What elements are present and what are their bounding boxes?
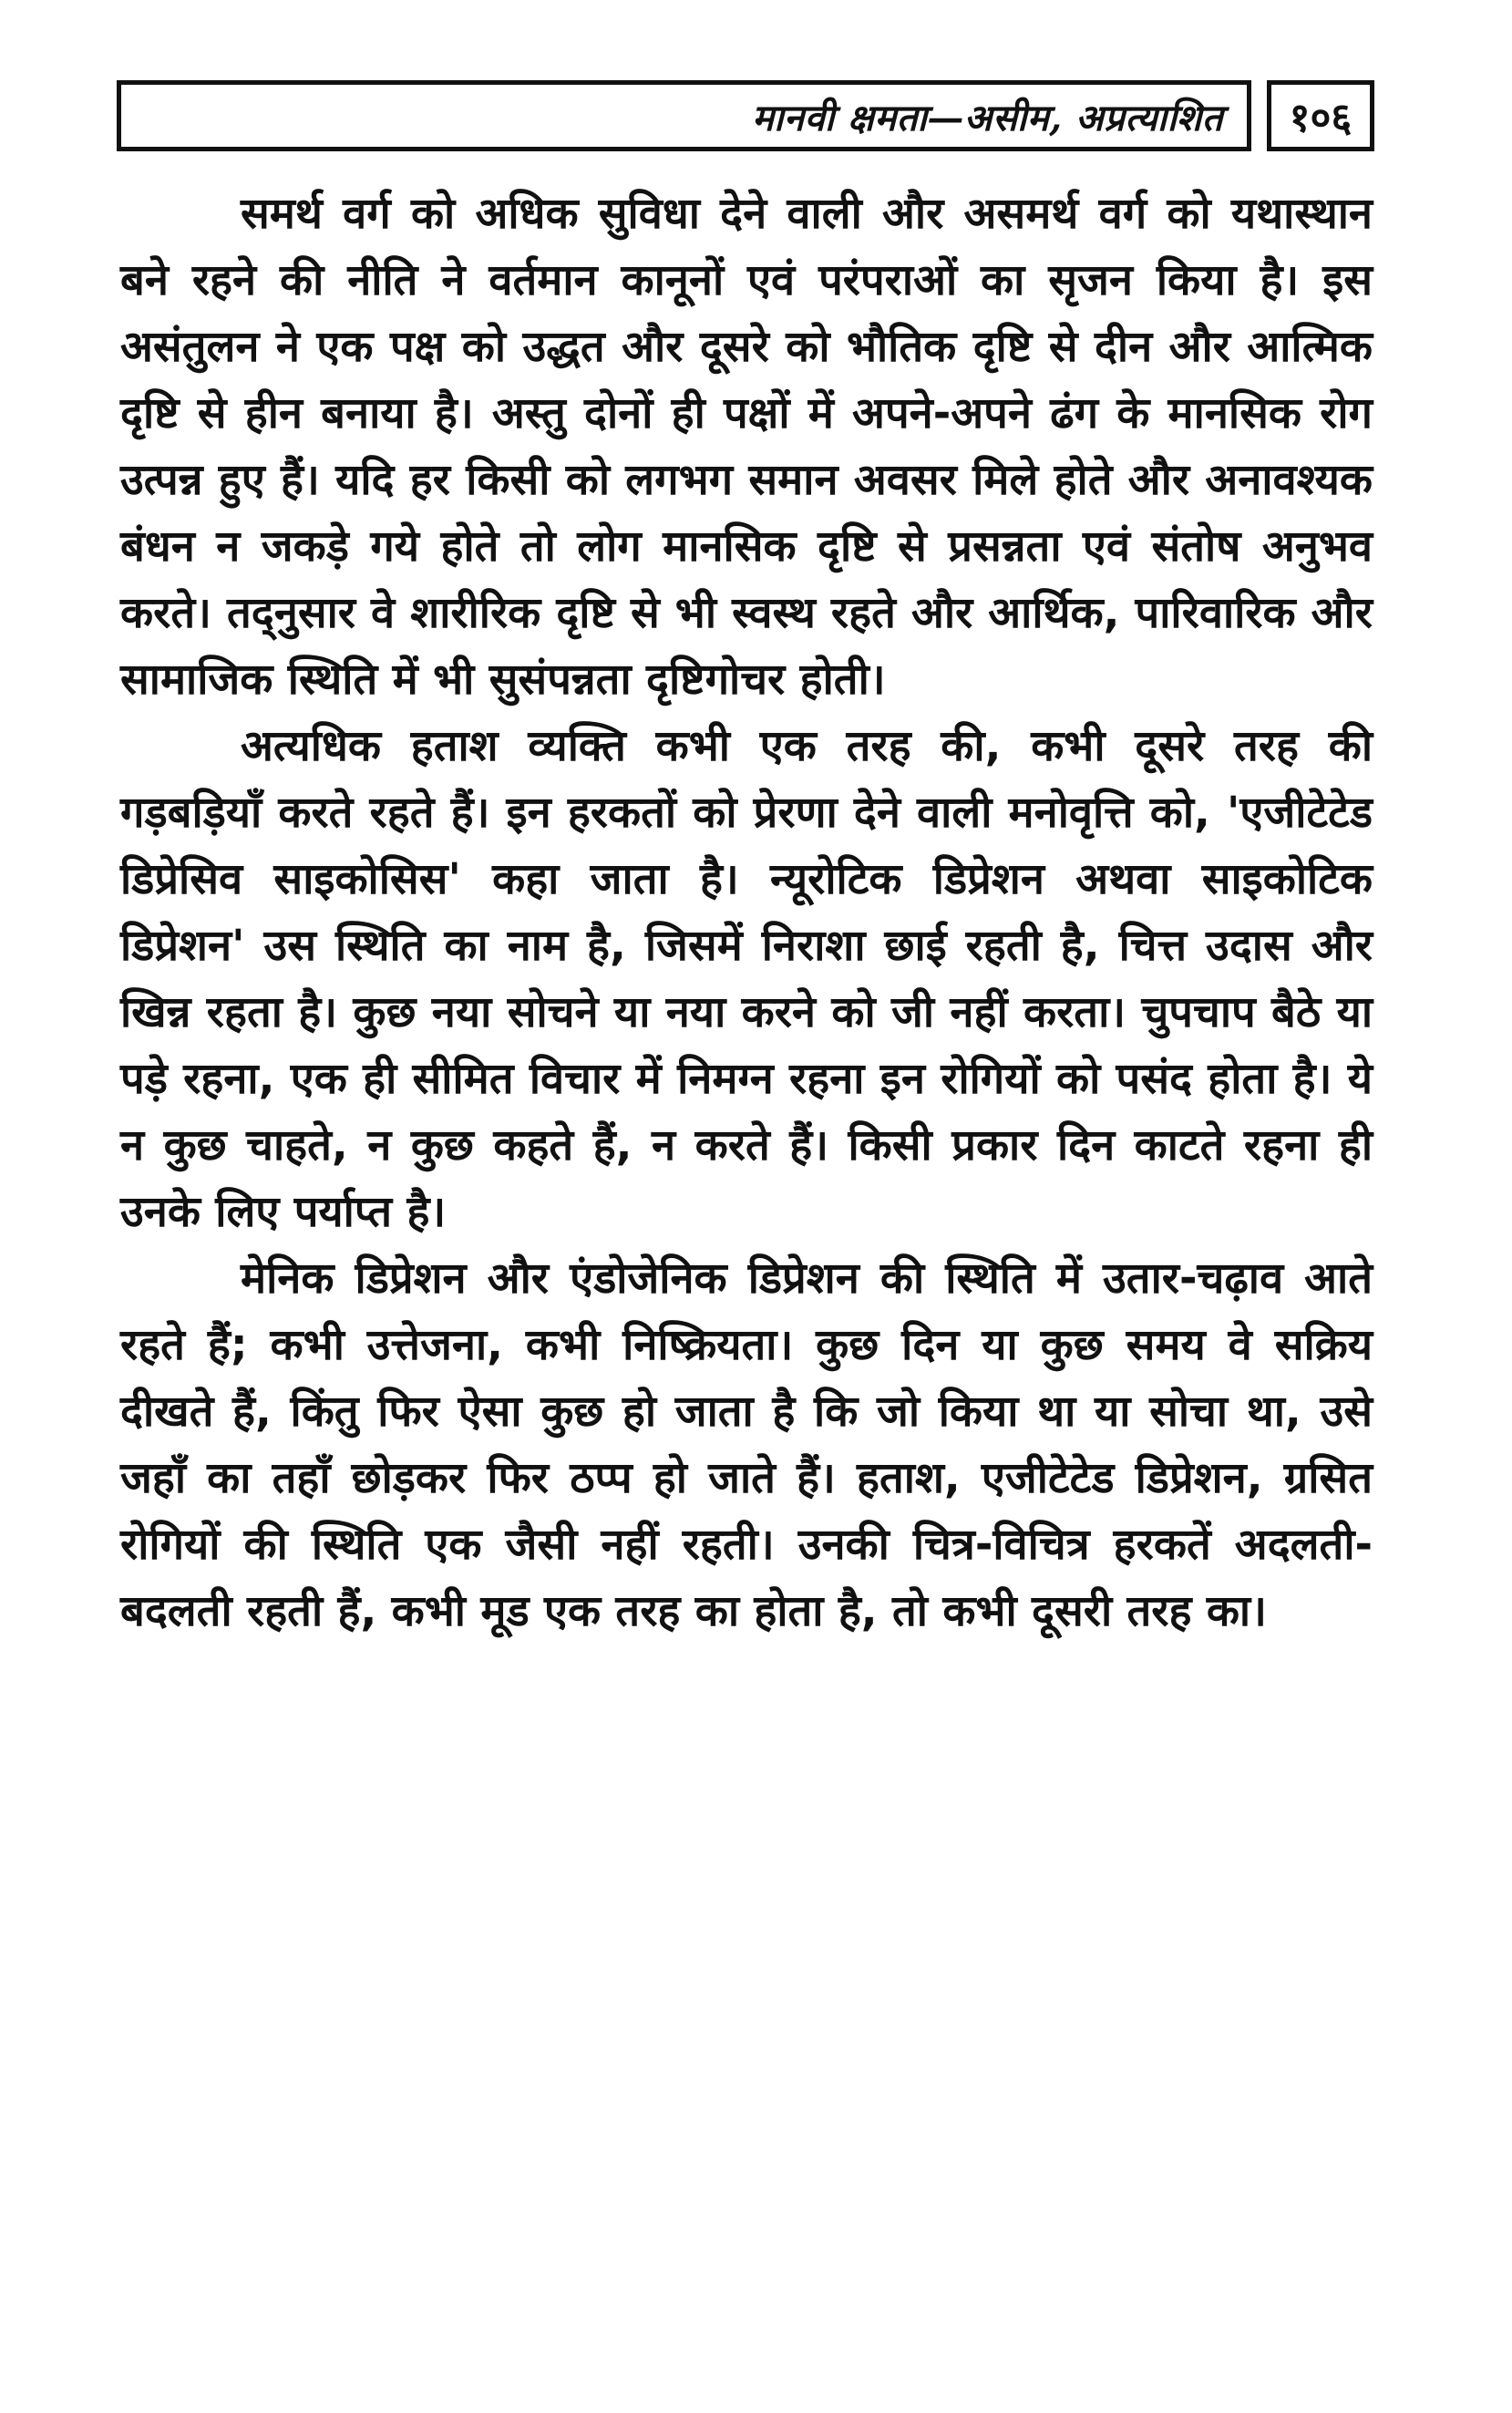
page-number-box (1267, 80, 1374, 151)
running-title: मानवी क्षमता—असीम, अप्रत्याशित (752, 96, 1223, 139)
paragraph-3: मेनिक डिप्रेशन और एंडोजेनिक डिप्रेशन की स्थिति में उतार-चढ़ाव आते रहते हैं; कभी उत्तेजना, कभी निष्क्रियता। कुछ दिन या कुछ समय वे सक्रिय दीखते हैं, किंतु फिर ऐसा कुछ हो जाता है कि जो किया था या सोचा था, उसे जहाँ का तहाँ छोड़कर फिर ठप्प हो जाते हैं। हताश, एजीटेटेड डिप्रेशन, ग्रसित रोगियों की स्थिति एक जैसी नहीं रहती। उनकी चित्र-विचित्र हरकतें अदलती-बदलती रहती हैं, कभी मूड एक तरह का होता है, तो कभी दूसरी तरह का। (120, 1253, 1373, 1636)
paragraph-2: अत्यधिक हताश व्यक्ति कभी एक तरह की, कभी दूसरे तरह की गड़बड़ियाँ करते रहते हैं। इन हरकतों को प्रेरणा देने वाली मनोवृत्ति को, 'एजीटेटेड डिप्रेसिव साइकोसिस' कहा जाता है। न्यूरोटिक डिप्रेशन अथवा साइकोटिक डिप्रेशन' उस स्थिति का नाम है, जिसमें निराशा छाई रहती है, चित्त उदास और खिन्न रहता है। कुछ नया सोचने या नया करने को जी नहीं करता। चुपचाप बैठे या पड़े रहना, एक ही सीमित विचार में निमग्न रहना इन रोगियों को पसंद होता है। ये न कुछ चाहते, न कुछ कहते हैं, न करते हैं। किसी प्रकार दिन काटते रहना ही उनके लिए पर्याप्त है। (120, 721, 1373, 1237)
page-number: १०६ (1289, 95, 1353, 141)
page-header (117, 80, 1373, 155)
header-title-box (117, 80, 1251, 151)
body-text (120, 180, 1373, 1645)
paragraph-1: समर्थ वर्ग को अधिक सुविधा देने वाली और असमर्थ वर्ग को यथास्थान बने रहने की नीति ने वर्तमान कानूनों एवं परंपराओं का सृजन किया है। इस असंतुलन ने एक पक्ष को उद्धत और दूसरे को भौतिक दृष्टि से दीन और आत्मिक दृष्टि से हीन बनाया है। अस्तु दोनों ही पक्षों में अपने-अपने ढंग के मानसिक रोग उत्पन्न हुए हैं। यदि हर किसी को लगभग समान अवसर मिले होते और अनावश्यक बंधन न जकड़े गये होते तो लोग मानसिक दृष्टि से प्रसन्नता एवं संतोष अनुभव करते। तद्नुसार वे शारीरिक दृष्टि से भी स्वस्थ रहते और आर्थिक, पारिवारिक और सामाजिक स्थिति में भी सुसंपन्नता दृष्टिगोचर होती। (120, 189, 1373, 705)
